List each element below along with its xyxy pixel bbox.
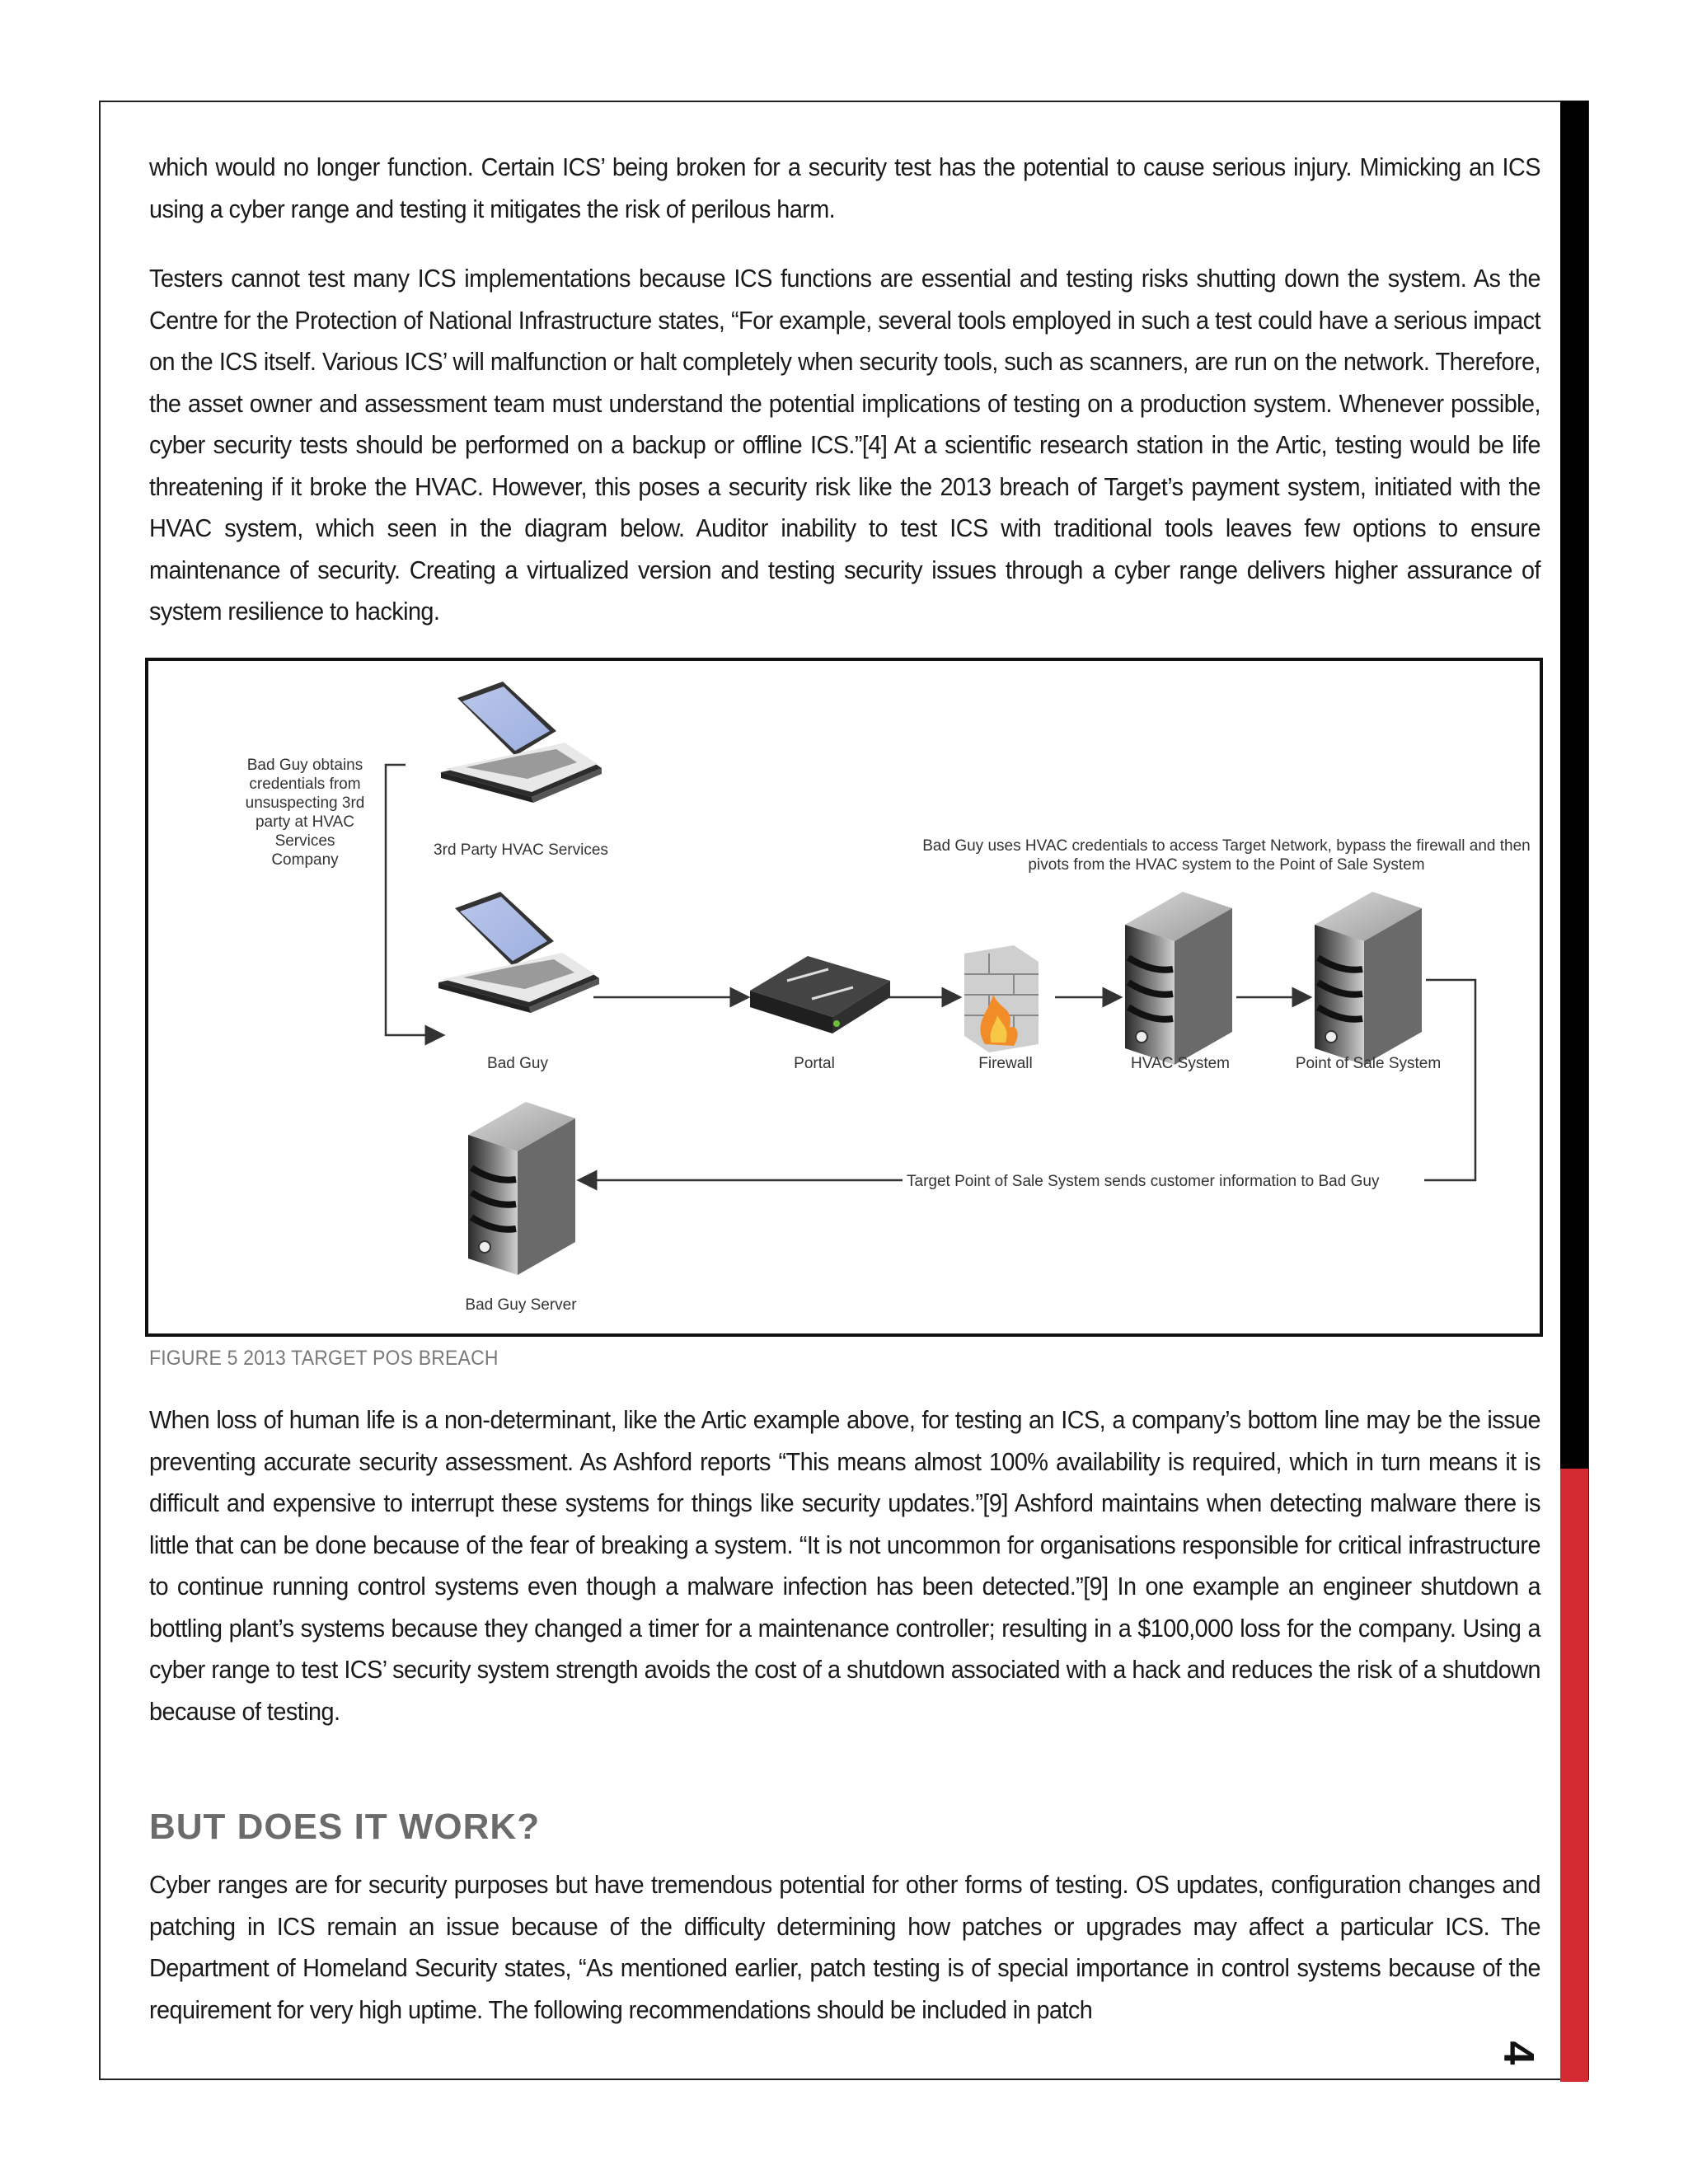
note-top-line-1: Bad Guy uses HVAC credentials to access Target Network, bypass the firewall and then	[922, 837, 1531, 855]
return-line-right	[1424, 980, 1475, 1180]
firewall-icon	[964, 945, 1039, 1052]
paragraph-4: Cyber ranges are for security purposes but have tremendous potential for other forms of testing. OS updates, configuration changes and patching in ICS remain an issue because of the difficulty determining how patches or upgrades may affect a particular ICS. The Department of Homeland Security states, “As mentioned earlier, patch testing is of special importance in control systems because of the requirement for very high uptime. The following recommendations should be included in patch	[149, 1870, 1540, 2024]
label-bad-guy: Bad Guy	[487, 1055, 548, 1072]
bad-guy-server-icon	[468, 1102, 575, 1275]
note-left-line-3: unsuspecting 3rd	[245, 794, 365, 812]
return-arrow-text: Target Point of Sale System sends customer information to Bad Guy	[907, 1173, 1380, 1190]
portal-switch-icon	[750, 956, 890, 1033]
hvac-server-icon	[1125, 892, 1232, 1065]
note-left-line-6: Company	[271, 851, 339, 869]
page-number: 4	[1494, 2041, 1542, 2065]
note-left	[246, 757, 365, 869]
note-left-line-4: party at HVAC	[255, 813, 355, 831]
paragraph-1: which would no longer function. Certain ICS’ being broken for a security test has the potential to cause serious injury. Mimicking an ICS using a cyber range and testing it mitigates the risk of perilous harm.	[149, 152, 1540, 223]
pos-server-icon	[1315, 892, 1422, 1065]
label-firewall: Firewall	[978, 1055, 1033, 1072]
figure-caption: FIGURE 5 2013 TARGET POS BREACH	[149, 1347, 499, 1370]
laptop-hvac-icon	[441, 682, 602, 803]
figure-target-breach-diagram	[145, 658, 1543, 1337]
paragraph-2: Testers cannot test many ICS implementations because ICS functions are essential and testing risks shutting down the system. As the Centre for the Protection of National Infrastructure states, “For example, several tools employed in such a test could have a serious impact on the ICS itself. Various ICS’ will malfunction or halt completely when security tools, such as scanners, are run on the network. Therefore, the asset owner and assessment team must understand the potential implications of testing on a production system. Whenever possible, cyber security tests should be performed on a backup or offline ICS.”[4] At a scientific research station in the Artic, testing would be life threatening if it broke the HVAC. However, this poses a security risk like the 2013 breach of Target’s payment system, initiated with the HVAC system, which seen in the diagram below. Auditor inability to test ICS with traditional tools leaves few options to ensure maintenance of security. Creating a virtualized version and testing security issues through a cyber range delivers higher assurance of system resilience to hacking.	[149, 264, 1540, 626]
side-bar-red	[1560, 1469, 1588, 2082]
laptop-bad-guy-icon	[438, 892, 599, 1013]
side-bar-black	[1560, 101, 1588, 1469]
paragraph-3: When loss of human life is a non-determinant, like the Artic example above, for testing an ICS, a company’s bottom line may be the issue preventing accurate security assessment. As Ashford reports “This means almost 100% availability is required, which in turn means it is difficult and expensive to interrupt these systems for things like security updates.”[9] Ashford maintains when detecting malware there is little that can be done because of the fear of breaking a system. “It is not uncommon for organisations responsible for critical infrastructure to continue running control systems even though a malware infection has been detected.”[9] In one example an engineer shutdown a bottling plant’s systems because they changed a timer for a maintenance controller; resulting in a $100,000 loss for the company. Using a cyber range to test ICS’ security system strength avoids the cost of a shutdown associated with a hack and reduces the risk of a shutdown because of testing.	[149, 1405, 1540, 1726]
note-left-line-2: credentials from	[249, 776, 361, 793]
note-top-line-2: pivots from the HVAC system to the Point of Sale System	[1028, 856, 1425, 874]
label-portal: Portal	[794, 1055, 835, 1072]
section-heading: BUT DOES IT WORK?	[149, 1807, 541, 1847]
note-left-line-1: Bad Guy obtains	[246, 757, 363, 774]
bracket-arrow	[386, 765, 443, 1035]
label-bad-guy-server: Bad Guy Server	[465, 1296, 577, 1314]
label-hvac-services: 3rd Party HVAC Services	[434, 841, 608, 859]
label-pos-system: Point of Sale System	[1295, 1055, 1442, 1072]
label-hvac-system: HVAC System	[1130, 1055, 1231, 1072]
note-left-line-5: Services	[274, 832, 335, 850]
